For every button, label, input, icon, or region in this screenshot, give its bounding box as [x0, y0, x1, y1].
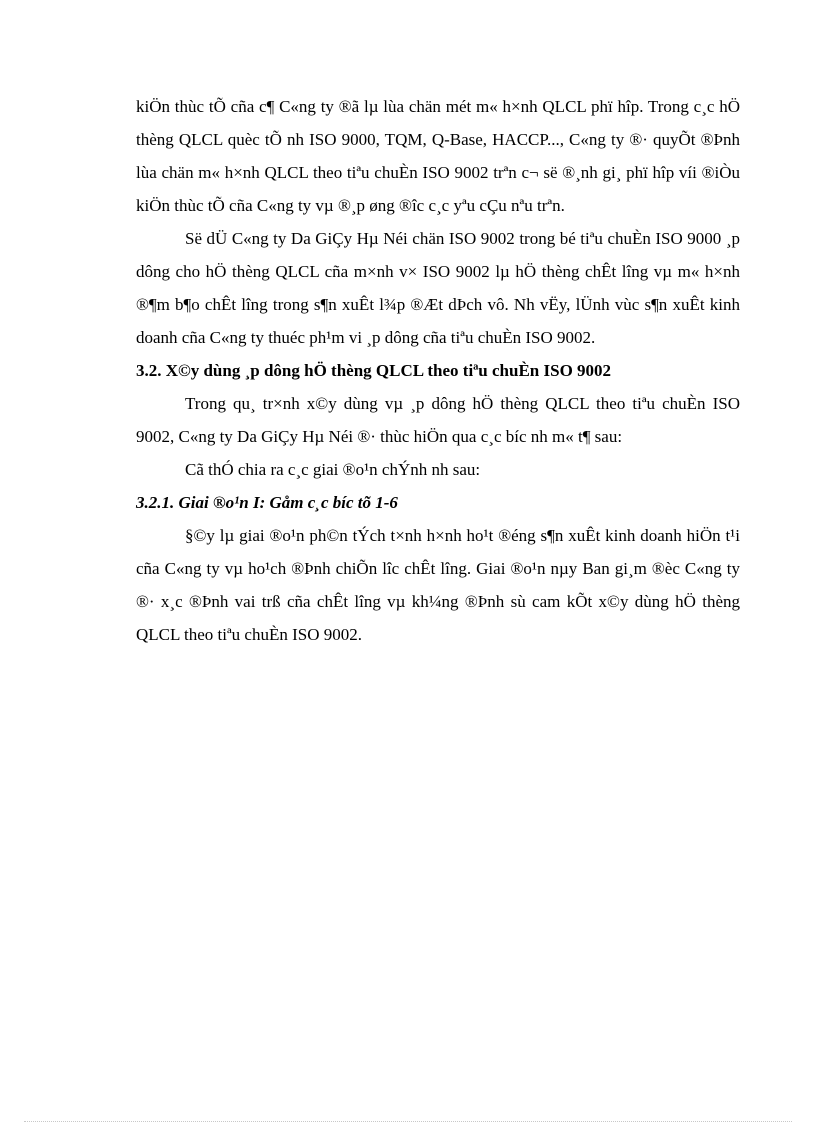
- paragraph-stages-intro: Cã thÓ chia ra c¸c giai ®o¹n chÝnh nh sau:: [185, 460, 481, 479]
- subsection-heading-3-2-1: 3.2.1. Giai ®o¹n I: Gåm c¸c bíc tõ 1-6: [136, 493, 398, 512]
- page-bottom-dotted-rule: [24, 1121, 792, 1122]
- paragraph-stage-one: §©y lµ giai ®o¹n ph©n tÝch t×nh h×nh ho¹t ®éng s¶n xuÊt kinh doanh hiÖn t¹i cña C«ng ty vµ ho¹ch ®Þnh chiÕn lîc chÊt lîng. Giai ®o¹n nµy Ban gi¸m ®èc C«ng ty ®· x¸c ®Þnh vai trß cña chÊt lîng vµ kh¼ng ®Þnh sù cam kÕt x©y dùng hÖ thèng QLCL theo tiªu chuÈn ISO 9002.: [136, 526, 740, 644]
- paragraph-iso-9002-choice: Së dÜ C«ng ty Da GiÇy Hµ Néi chän ISO 9002 trong bé tiªu chuÈn ISO 9000 ¸p dông cho hÖ thèng QLCL cña m×nh v× ISO 9002 lµ hÖ thèng chÊt lîng vµ m« h×nh ®¶m b¶o chÊt lîng trong s¶n xuÊt l¾p ®Æt dÞch vô. Nh vËy, lÜnh vùc s¶n xuÊt kinh doanh cña C«ng ty thuéc ph¹m vi ¸p dông cña tiªu chuÈn ISO 9002.: [136, 229, 740, 347]
- section-heading-3-2: 3.2. X©y dùng ¸p dông hÖ thèng QLCL theo tiªu chuÈn ISO 9002: [136, 361, 612, 380]
- paragraph-company-conditions: kiÖn thùc tÕ cña c¶ C«ng ty ®ã lµ lùa chän mét m« h×nh QLCL phï hîp. Trong c¸c hÖ thèng QLCL quèc tÕ nh ISO 9000, TQM, Q-Base, HACCP..., C«ng ty ®· quyÕt ®Þnh lùa chän m« h×nh QLCL theo tiªu chuÈn ISO 9002 trªn c¬ së ®¸nh gi¸ phï hîp víi ®iÒu kiÖn thùc tÕ cña C«ng ty vµ ®¸p øng ®îc c¸c yªu cÇu nªu trªn.: [136, 97, 740, 215]
- document-page: [136, 90, 740, 651]
- paragraph-implementation-process: Trong qu¸ tr×nh x©y dùng vµ ¸p dông hÖ thèng QLCL theo tiªu chuÈn ISO 9002, C«ng ty Da GiÇy Hµ Néi ®· thùc hiÖn qua c¸c bíc nh m« t¶ sau:: [136, 394, 740, 446]
